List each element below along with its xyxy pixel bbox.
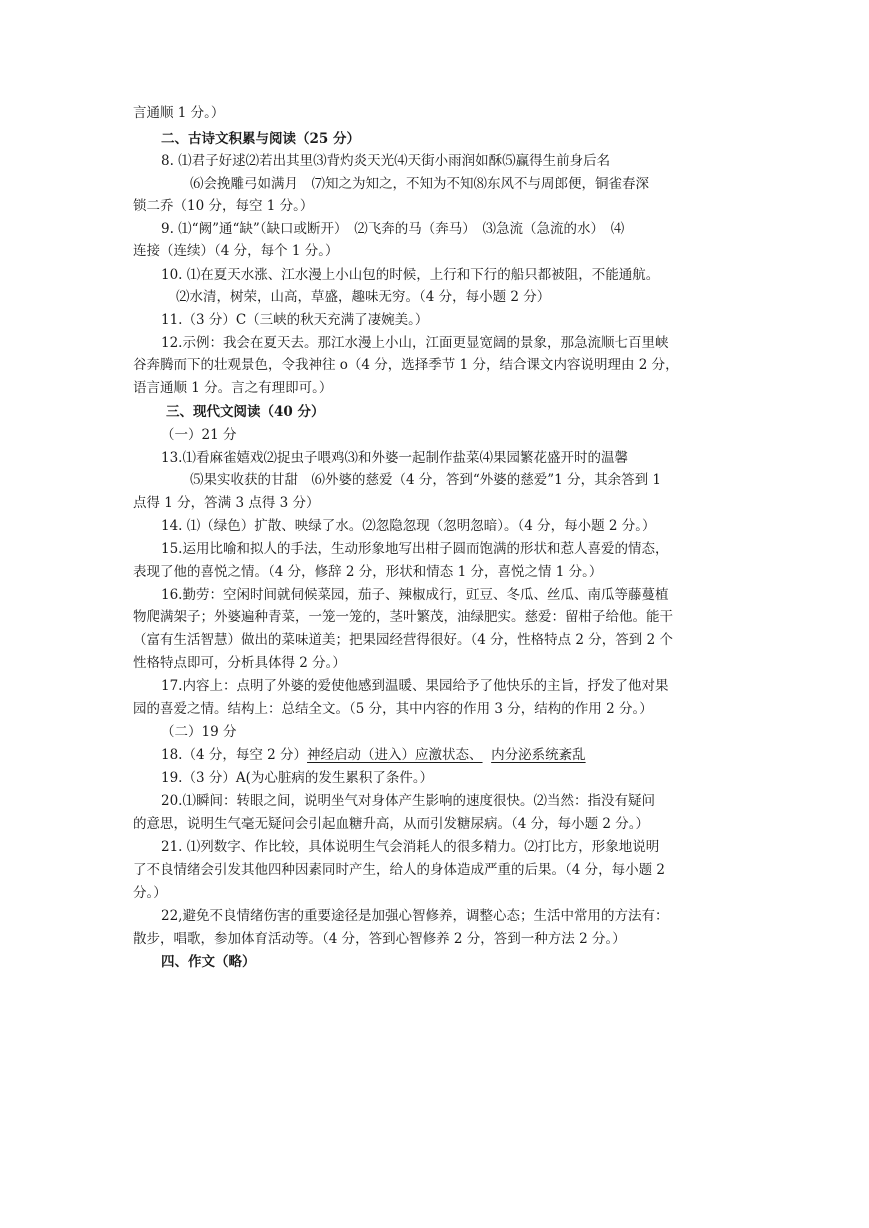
answer-14: 14. ⑴（绿色）扩散、映绿了水。⑵忽隐忽现（忽明忽暗）。（4 分，每小题 2 分。） [161,518,656,534]
answer-8-cont: ⑹会挽雕弓如满月 ⑺知之为知之，不知为不知⑻东风不与周郎便，铜雀春深 [190,176,649,192]
answer-10-cont: ⑵水清，树荣，山高，草盛，趣味无穷。（4 分，每小题 2 分） [176,289,551,305]
answer-20-cont: 的意思，说明生气毫无疑问会引起血糖升高，从而引发糖尿病。（4 分，每小题 2 分。） [133,816,650,832]
answer-16-cont: 物爬满架子；外婆遍种青菜，一笼一笼的，茎叶繁茂，油绿肥实。慈爱：留柑子给他。能干 [133,609,673,625]
answer-12-cont-2: 语言通顺 1 分。言之有理即可。） [133,380,333,396]
part-1-score: （一）21 分 [161,427,237,443]
section-3-heading: 三、现代文阅读（40 分） [166,404,325,420]
answer-8-cont-2: 锁二乔（10 分，每空 1 分。） [133,198,314,214]
answer-16-cont-3: 性格特点即可，分析具体得 2 分。） [133,655,346,671]
answer-18-prefix: 18.（4 分，每空 2 分） [161,747,308,763]
answer-9-cont: 连接（连续）（4 分，每个 1 分。） [133,243,339,259]
answer-9: 9. ⑴“阙”通“缺”（缺口或断开） ⑵飞奔的马（奔马） ⑶急流（急流的水） ⑷ [161,221,625,237]
part-2-score: （二）19 分 [161,724,237,740]
section-2-heading: 二、古诗文积累与阅读（25 分） [161,131,360,147]
answer-19: 19.（3 分）A(为心脏病的发生累积了条件。） [161,770,434,786]
answer-20: 20.⑴瞬间：转眼之间，说明坐气对身体产生影响的速度很快。⑵当然：指没有疑问 [161,793,655,809]
answer-18 [161,746,586,765]
answer-22-cont: 散步，唱歌，参加体育活动等。（4 分，答到心智修养 2 分，答到一种方法 2 分。） [133,931,626,947]
answer-22: 22,避免不良情绪伤害的重要途径是加强心智修养，调整心态；生活中常用的方法有： [161,908,669,924]
answer-16-cont-2: （富有生活智慧）做出的菜味道美；把果园经营得很好。（4 分，性格特点 2 分，答到 2 个 [133,632,673,648]
answer-17-cont: 园的喜爱之情。结构上：总结全文。（5 分，其中内容的作用 3 分，结构的作用 2 分。） [133,701,653,717]
answer-16: 16.勤劳：空闲时间就伺候菜园，茄子、辣椒成行，豇豆、冬瓜、丝瓜、南瓜等藤蔓植 [161,587,669,603]
section-4-heading: 四、作文（略） [161,954,256,970]
answer-21-cont-2: 分。） [133,885,167,901]
answer-18-separator: 、 [469,747,483,763]
answer-21-cont: 了不良情绪会引发其他四种因素同时产生，给人的身体造成严重的后果。（4 分，每小题 2 [133,862,666,878]
answer-12-cont: 谷奔腾而下的壮观景色，令我神往 o（4 分，选择季节 1 分，结合课文内容说明理由 2 分， [133,357,679,373]
answer-13-cont: ⑸果实收获的甘甜 ⑹外婆的慈爱（4 分，答到“外婆的慈爱”1 分，其余答到 1 [190,472,661,488]
answer-12: 12.示例：我会在夏天去。那江水漫上小山，江面更显宽阔的景象，那急流顺七百里峡 [161,335,669,351]
answer-15-cont: 表现了他的喜悦之情。（4 分，修辞 2 分，形状和情态 1 分，喜悦之情 1 分。） [133,564,603,580]
answer-11: 11.（3 分）C（三峡的秋天充满了凄婉美。） [161,312,429,328]
line-1: 言通顺 1 分。） [133,105,225,121]
answer-10: 10. ⑴在夏天水涨、江水漫上小山包的时候，上行和下行的船只都被阻，不能通航。 [161,267,660,283]
answer-13-cont-2: 点得 1 分，答满 3 点得 3 分） [133,495,320,511]
answer-13: 13.⑴看麻雀嬉戏⑵捉虫子喂鸡⑶和外婆一起制作盐菜⑷果园繁花盛开时的温馨 [161,450,628,466]
answer-15: 15.运用比喻和拟人的手法，生动形象地写出柑子圆而饱满的形状和惹人喜爱的情态， [161,541,669,557]
answer-17: 17.内容上：点明了外婆的爱使他感到温暖、果园给予了他快乐的主旨，抒发了他对果 [161,678,669,694]
answer-18-blank-1: 神经启动（进入）应激状态 [307,747,470,763]
answer-21: 21. ⑴列数字、作比较，具体说明生气会消耗人的很多精力。⑵打比方，形象地说明 [161,839,660,855]
answer-18-blank-2: 内分泌系统紊乱 [491,747,586,763]
answer-8: 8. ⑴君子好逑⑵若出其里⑶背灼炎天光⑷天街小雨润如酥⑸赢得生前身后名 [161,153,611,169]
